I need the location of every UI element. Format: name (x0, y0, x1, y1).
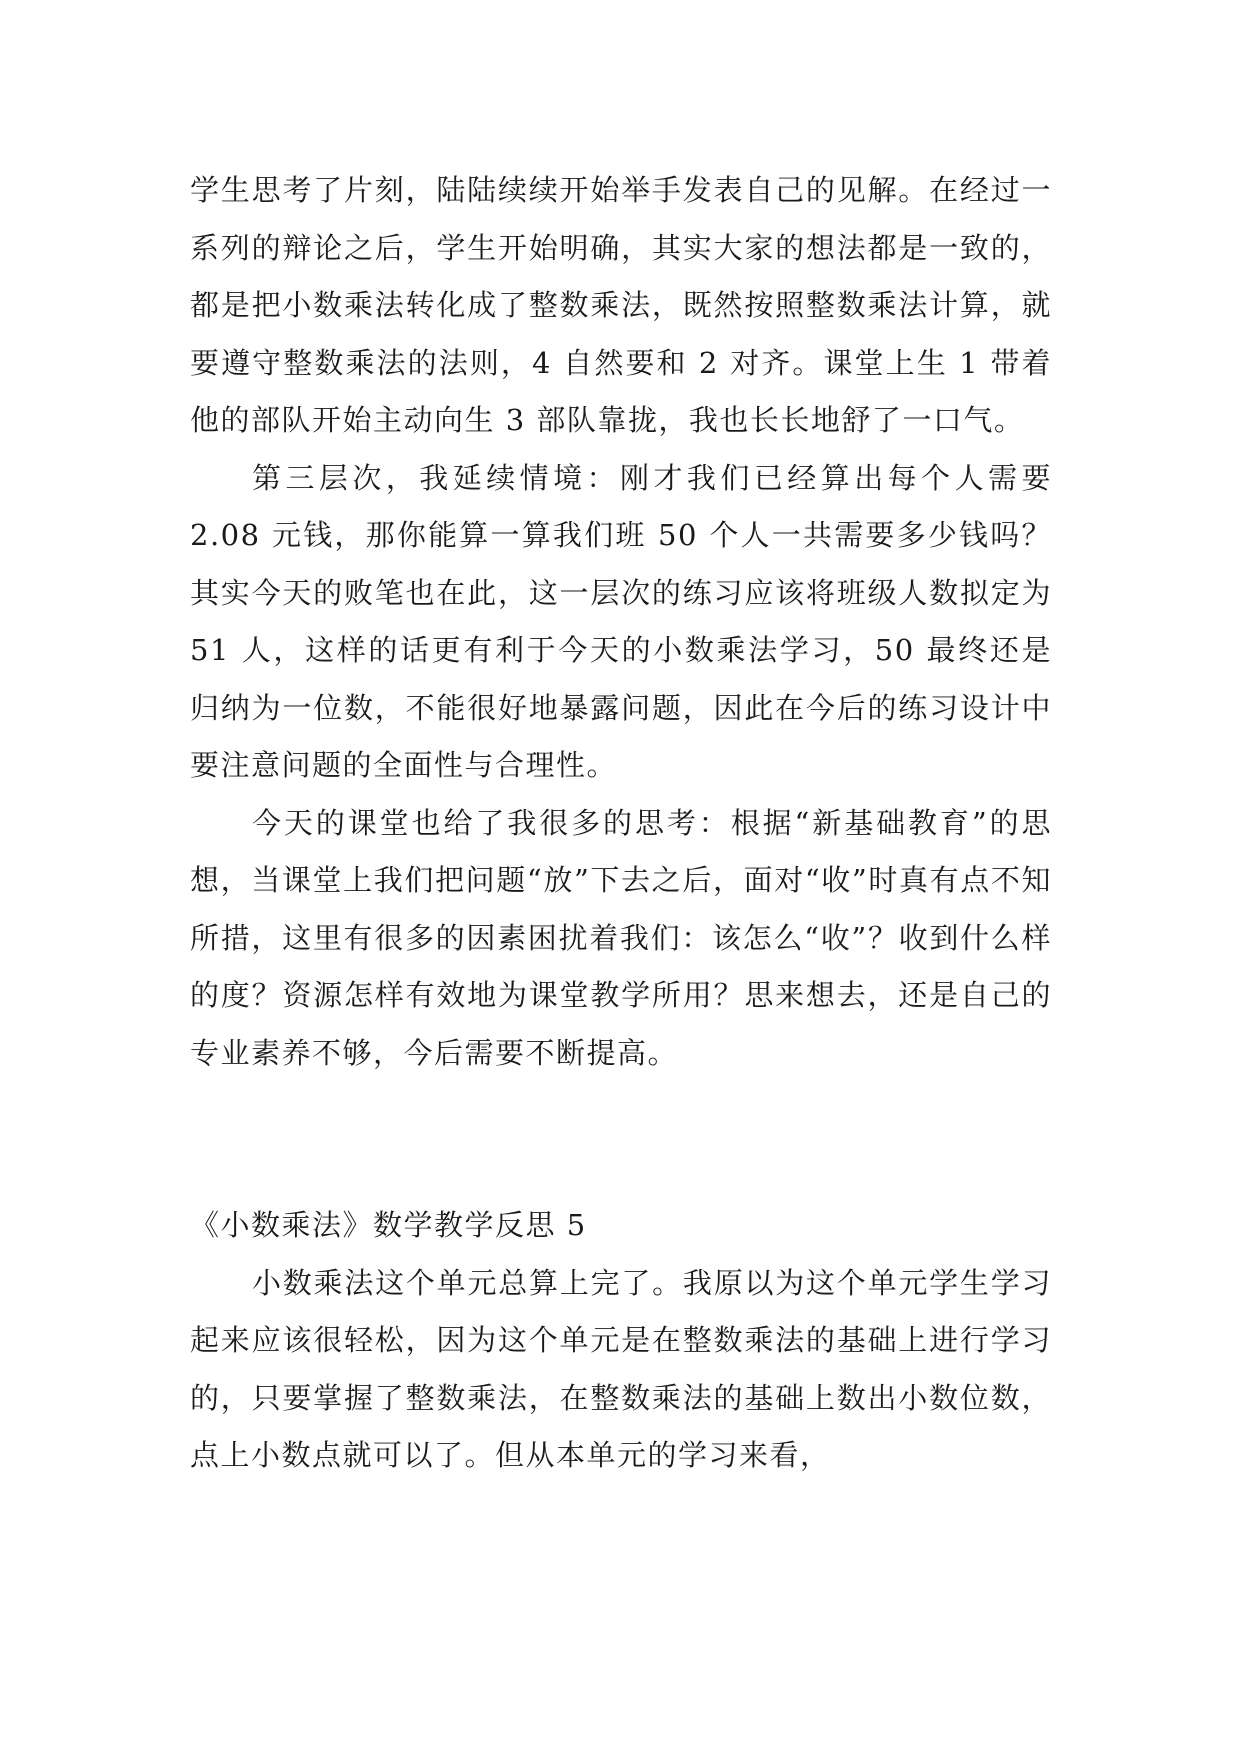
paragraph-3: 今天的课堂也给了我很多的思考：根据“新基础教育”的思想，当课堂上我们把问题“放”下去之后，面对“收”时真有点不知所措，这里有很多的因素困扰着我们：该怎么“收”？收到什么样的度？资源怎样有效地为课堂教学所用？思来想去，还是自己的专业素养不够，今后需要不断提高。 (190, 805, 1052, 1070)
paragraph-4: 小数乘法这个单元总算上完了。我原以为这个单元学生学习起来应该很轻松，因为这个单元是在整数乘法的基础上进行学习的，只要掌握了整数乘法，在整数乘法的基础上数出小数位数，点上小数点就可以了。但从本单元的学习来看， (190, 1265, 1052, 1472)
document-body (190, 162, 1052, 1485)
section-spacer (190, 1082, 1052, 1197)
paragraph-2: 第三层次，我延续情境：刚才我们已经算出每个人需要2.08 元钱，那你能算一算我们班 50 个人一共需要多少钱吗？其实今天的败笔也在此，这一层次的练习应该将班级人数拟定为 51 人，这样的话更有利于今天的小数乘法学习，50 最终还是归纳为一位数，不能很好地暴露问题，因此在今后的练习设计中要注意问题的全面性与合理性。 (190, 460, 1052, 782)
paragraph-1: 学生思考了片刻，陆陆续续开始举手发表自己的见解。在经过一系列的辩论之后，学生开始明确，其实大家的想法都是一致的，都是把小数乘法转化成了整数乘法，既然按照整数乘法计算，就要遵守整数乘法的法则，4 自然要和 2 对齐。课堂上生 1 带着他的部队开始主动向生 3 部队靠拢，我也长长地舒了一口气。 (190, 173, 1052, 437)
section-title: 《小数乘法》数学教学反思 5 (190, 1208, 587, 1242)
